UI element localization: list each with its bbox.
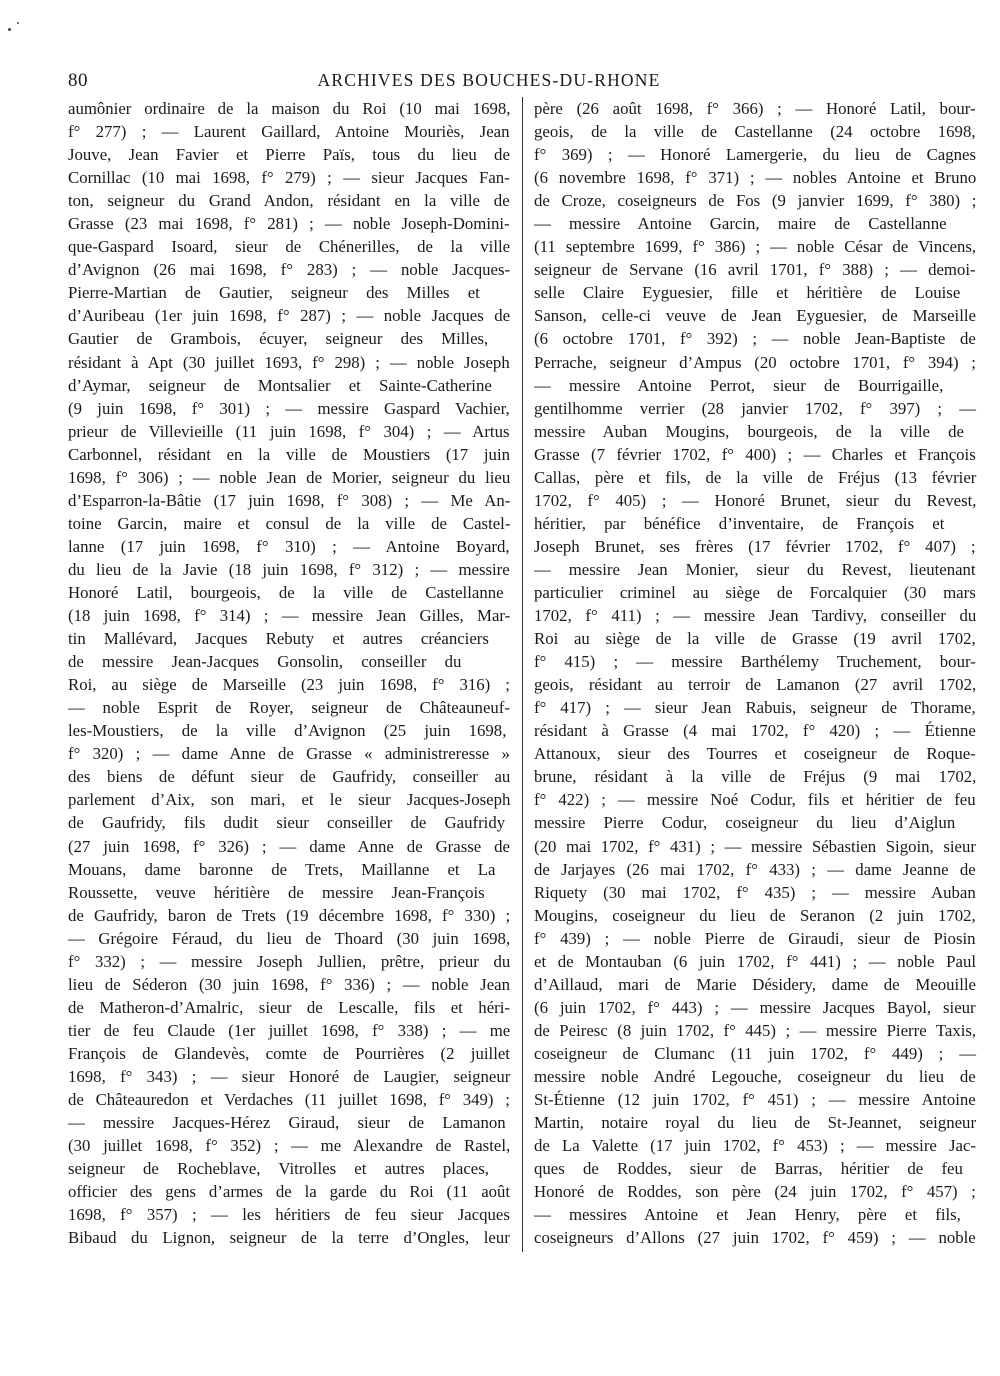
text-line: et de Montauban (6 juin 1702, f° 441) ; — noble Paul [534,951,976,971]
text-line: Roi, au siège de Marseille (23 juin 1698, f° 316) ; [68,675,510,695]
text-line: d’Avignon (26 mai 1698, f° 283) ; — noble Jacques- [68,260,511,280]
column-divider [522,97,523,1252]
text-line: du lieu de la Javie (18 juin 1698, f° 312) ; — messire [68,559,510,579]
text-line: f° 439) ; — noble Pierre de Giraudi, sieur de Piosin [534,928,976,948]
text-line: Joseph Brunet, ses frères (17 février 1702, f° 407) ; [534,536,976,556]
text-line: d’Aillaud, mari de Marie Désidery, dame de Meouille [534,974,976,994]
text-line: — messire Jacques-Hérez Giraud, sieur de Lamanon [68,1113,506,1133]
text-line: geois, résidant au terroir de Lamanon (27 avril 1702, [534,675,977,695]
text-line: des biens de défunt sieur de Gaufridy, conseiller au [68,767,511,787]
text-line: tier de feu Claude (1er juillet 1698, f° 338) ; — me [68,1020,511,1040]
left-text-column [68,97,510,1257]
text-line: Gautier de Grambois, écuyer, seigneur des Milles, [68,329,489,349]
text-line: d’Auribeau (1er juin 1698, f° 287) ; — noble Jacques de [68,306,511,326]
text-line: d’Aymar, seigneur de Montsalier et Sainte-Catherine [68,375,492,395]
text-line: f° 277) ; — Laurent Gaillard, Antoine Mouriès, Jean [68,122,510,142]
text-line: 1698, f° 357) ; — les héritiers de feu sieur Jacques [68,1205,510,1225]
text-line: (20 mai 1702, f° 431) ; — messire Sébastien Sigoin, sieur [534,836,976,856]
text-line: de Jarjayes (26 mai 1702, f° 433) ; — dame Jeanne de [534,859,976,879]
text-line: de La Valette (17 juin 1702, f° 453) ; — messire Jac- [534,1136,976,1156]
text-line: officier des gens d’armes de la garde du Roi (11 août [68,1182,511,1202]
text-line: f° 417) ; — sieur Jean Rabuis, seigneur de Thorame, [534,698,976,718]
text-line: (6 octobre 1701, f° 392) ; — noble Jean-Baptiste de [534,329,976,349]
text-line: 1702, f° 405) ; — Honoré Brunet, sieur du Revest, [534,490,977,510]
text-line: de messire Jean-Jacques Gonsolin, conseiller du [68,652,462,672]
text-line: Mougins, coseigneur du lieu de Seranon (2 juin 1702, [534,905,976,925]
text-line: toine Garcin, maire et consul de la ville de Castel- [68,513,511,533]
text-line: (30 juillet 1698, f° 352) ; — me Alexandre de Rastel, [68,1136,511,1156]
text-line: tin Mallévard, Jacques Rebuty et autres créanciers [68,629,489,649]
text-line: ton, seigneur du Grand Andon, résidant en la ville de [68,191,510,211]
text-line: Roi au siège de la ville de Grasse (19 avril 1702, [534,629,976,649]
text-line: héritier, par bénéfice d’inventaire, de François et [534,513,945,533]
text-line: f° 415) ; — messire Barthélemy Truchement, bour- [534,652,976,672]
text-line: messire noble André Legouche, coseigneur du lieu de [534,1066,976,1086]
text-line: Pierre-Martian de Gautier, seigneur des Milles et [68,283,480,303]
scan-speck [17,22,19,24]
text-line: que-Gaspard Isoard, sieur de Chénerilles, de la ville [68,237,511,257]
text-line: Honoré de Roddes, son père (24 juin 1702, f° 457) ; [534,1182,976,1202]
text-line: de Gaufridy, baron de Trets (19 décembre 1698, f° 330) ; [68,905,511,925]
text-line: — messire Antoine Perrot, sieur de Bourrigaille, [534,375,944,395]
text-line: particulier criminel au siège de Forcalquier (30 mars [534,582,976,602]
text-line: (27 juin 1698, f° 326) ; — dame Anne de Grasse de [68,836,510,856]
text-line: lanne (17 juin 1698, f° 310) ; — Antoine Boyard, [68,536,510,556]
text-line: de Matheron-d’Amalric, sieur de Lescalle, fils et héri- [68,997,510,1017]
text-line: (6 juin 1702, f° 443) ; — messire Jacques Bayol, sieur [534,997,976,1017]
text-line: Martin, notaire royal du lieu de St-Jeannet, seigneur [534,1113,977,1133]
text-line: messire Pierre Codur, coseigneur du lieu d’Aiglun [534,813,956,833]
text-line: seigneur de Servane (16 avril 1701, f° 388) ; — demoi- [534,260,976,280]
text-line: Grasse (23 mai 1698, f° 281) ; — noble Joseph-Domini- [68,214,510,234]
text-line: — messire Jean Monier, sieur du Revest, lieutenant [534,559,976,579]
text-line: Attanoux, sieur des Tourres et coseigneur de Roque- [534,744,976,764]
text-line: les-Moustiers, de la ville d’Avignon (25 juin 1698, [68,721,507,741]
text-line: 1698, f° 306) ; — noble Jean de Morier, seigneur du lieu [68,467,511,487]
text-line: (11 septembre 1699, f° 386) ; — noble César de Vincens, [534,237,977,257]
text-line: (6 novembre 1698, f° 371) ; — nobles Antoine et Bruno [534,168,977,188]
text-line: — messire Antoine Garcin, maire de Castellanne [534,214,947,234]
text-line: François de Glandevès, comte de Pourrières (2 juillet [68,1043,510,1063]
text-line: Roussette, veuve héritière de messire Jean-François [68,882,485,902]
text-line: d’Esparron-la-Bâtie (17 juin 1698, f° 308) ; — Me An- [68,490,511,510]
text-line: St-Étienne (12 juin 1702, f° 451) ; — messire Antoine [534,1090,976,1110]
text-line: 1702, f° 411) ; — messire Jean Tardivy, conseiller du [534,606,977,626]
text-line: aumônier ordinaire de la maison du Roi (10 mai 1698, [68,99,511,118]
text-line: parlement d’Aix, son mari, et le sieur Jacques-Joseph [68,790,511,810]
text-line: Sanson, celle-ci veuve de Jean Eyguesier, de Marseille [534,306,976,326]
text-line: Cornillac (10 mai 1698, f° 279) ; — sieur Jacques Fan- [68,168,510,188]
text-line: — messires Antoine et Jean Henry, père et fils, [534,1205,961,1225]
text-line: selle Claire Eyguesier, fille et héritière de Louise [534,283,961,303]
text-line: Mouans, dame baronne de Trets, Maillanne et La [68,859,496,879]
text-line: prieur de Villevieille (11 juin 1698, f° 304) ; — Artus [68,421,510,441]
text-line: Callas, père et fils, de la ville de Fréjus (13 février [534,467,977,487]
text-line: Carbonnel, résidant en la ville de Moustiers (17 juin [68,444,510,464]
text-line: Bibaud du Lignon, seigneur de la terre d’Ongles, leur [68,1228,510,1248]
text-line: — noble Esprit de Royer, seigneur de Châteauneuf- [68,698,510,718]
text-line: résidant à Apt (30 juillet 1693, f° 298) ; — noble Joseph [68,352,510,372]
text-line: lieu de Séderon (30 juin 1698, f° 336) ; — noble Jean [68,974,510,994]
text-line: coseigneurs d’Allons (27 juin 1702, f° 459) ; — noble [534,1228,976,1248]
running-head: ARCHIVES DES BOUCHES-DU-RHONE [317,70,661,90]
page-header [68,70,910,96]
right-text-column [534,97,976,1257]
text-line: (9 juin 1698, f° 301) ; — messire Gaspard Vachier, [68,398,510,418]
scan-speck [8,28,11,31]
text-line: Perrache, seigneur d’Ampus (20 octobre 1701, f° 394) ; [534,352,976,372]
text-line: — Grégoire Féraud, du lieu de Thoard (30 juin 1698, [68,928,511,948]
text-line: résidant à Grasse (4 mai 1702, f° 420) ; — Étienne [534,721,976,741]
text-line: Grasse (7 février 1702, f° 400) ; — Charles et François [534,444,976,464]
text-line: de Châteauredon et Verdaches (11 juillet 1698, f° 349) ; [68,1090,510,1110]
text-line: Jouve, Jean Favier et Pierre Païs, tous du lieu de [68,145,510,165]
text-line: gentilhomme verrier (28 janvier 1702, f° 397) ; — [534,398,977,418]
text-line: de Croze, coseigneurs de Fos (9 janvier 1699, f° 380) ; [534,191,977,211]
text-line: 1698, f° 343) ; — sieur Honoré de Laugier, seigneur [68,1066,511,1086]
text-line: coseigneur de Clumanc (11 juin 1702, f° 449) ; — [534,1043,976,1063]
text-line: brune, résidant à la ville de Fréjus (9 mai 1702, [534,767,977,787]
text-line: de Gaufridy, fils dudit sieur conseiller de Gaufridy [68,813,506,833]
text-line: geois, de la ville de Castellanne (24 octobre 1698, [534,122,976,142]
text-line: f° 332) ; — messire Joseph Jullien, prêtre, prieur du [68,951,511,971]
text-line: f° 422) ; — messire Noé Codur, fils et héritier de feu [534,790,976,810]
text-line: (18 juin 1698, f° 314) ; — messire Jean Gilles, Mar- [68,606,511,626]
text-line: seigneur de Rocheblave, Vitrolles et autres places, [68,1159,489,1179]
page-number: 80 [68,70,88,91]
text-line: père (26 août 1698, f° 366) ; — Honoré Latil, bour- [534,99,976,118]
text-line: f° 369) ; — Honoré Lamergerie, du lieu de Cagnes [534,145,976,165]
text-line: de Peiresc (8 juin 1702, f° 445) ; — messire Pierre Taxis, [534,1020,977,1040]
text-line: ques de Roddes, sieur de Barras, héritier de feu [534,1159,963,1179]
text-line: messire Auban Mougins, bourgeois, de la ville de [534,421,965,441]
text-line: Riquety (30 mai 1702, f° 435) ; — messire Auban [534,882,976,902]
text-line: f° 320) ; — dame Anne de Grasse « administreresse » [68,744,510,764]
text-line: Honoré Latil, bourgeois, de la ville de Castellanne [68,582,504,602]
